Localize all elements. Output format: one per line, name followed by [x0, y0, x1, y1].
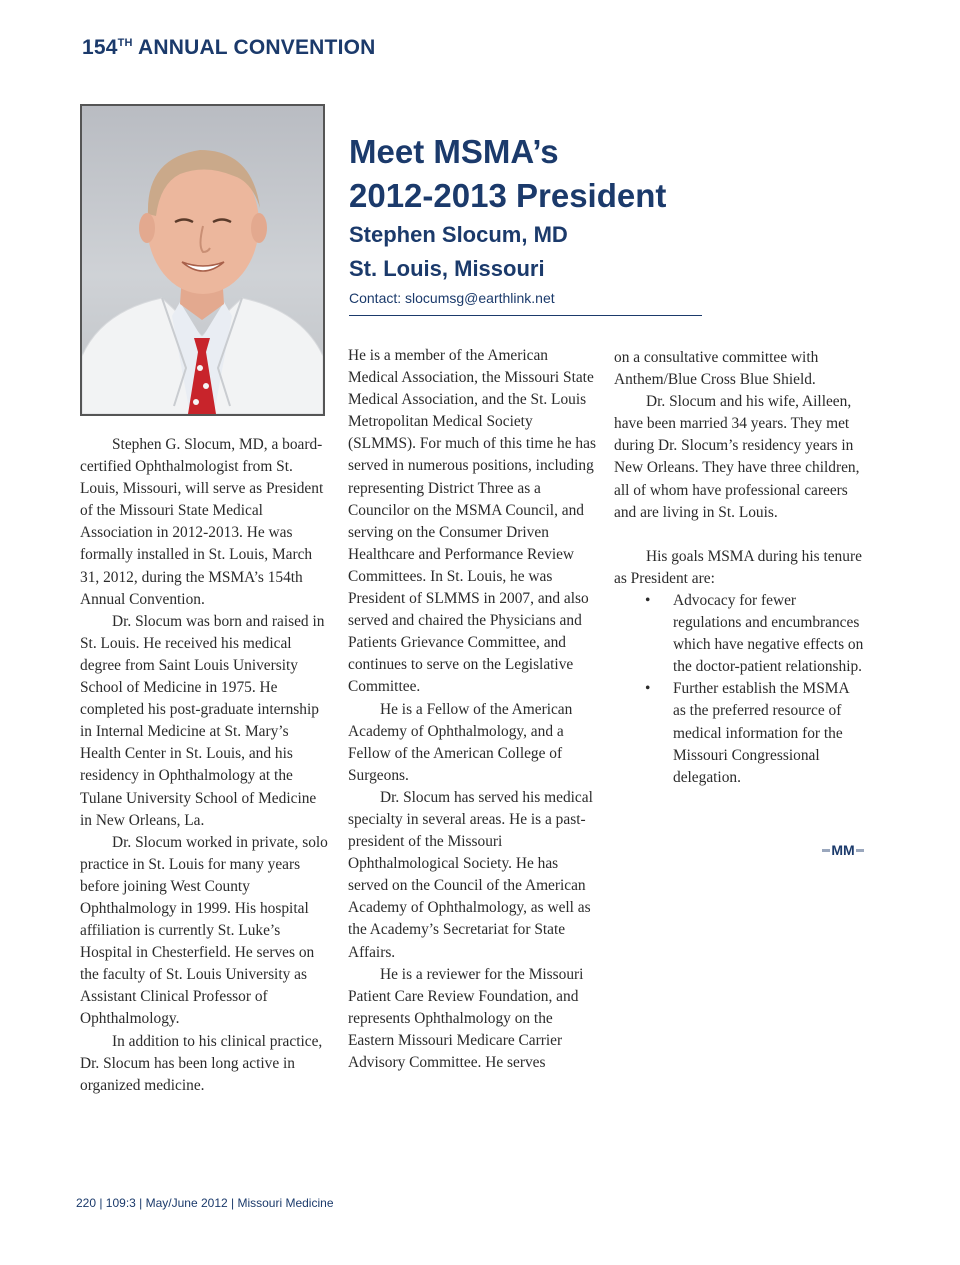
- col3-goals-intro: His goals MSMA during his tenure as President are:: [614, 547, 862, 587]
- col2-paragraph: He is a member of the American Medical Association, the Missouri State Medical Association, and the St. Louis Metropolitan Medical Society (SLMMS). For much of this time he has served in numerous positions, including representing District Three as a Councilor on the MSMA Council, and serving on the Consumer Driven Healthcare and Performance Review Committees. In St. Louis, he was President of SLMMS in 2007, and also served and chaired the Physicians and Patients Grievance Committee, and continues to serve on the Legislative Committee.: [348, 347, 596, 696]
- article-column-1: [80, 434, 328, 1097]
- bullet-icon: •: [645, 591, 651, 609]
- col3-family-paragraph: Dr. Slocum and his wife, Ailleen, have been married 34 years. They met during Dr. Slocum’s residency years in New Orleans. They have three children, all of whom have professional careers and are living in St. Louis.: [614, 393, 860, 521]
- end-mark-logo: [822, 841, 864, 859]
- end-mark-text: MM: [831, 842, 855, 858]
- goal-text: Further establish the MSMA as the preferred resource of medical information for the Missouri Congressional delegation.: [673, 680, 849, 786]
- bullet-icon: •: [645, 680, 651, 698]
- paragraph-gap: [614, 524, 864, 546]
- running-head-number: 154: [82, 36, 118, 59]
- running-head: [82, 36, 376, 60]
- contact-email: Contact: slocumsg@earthlink.net: [349, 290, 555, 306]
- goal-item: [614, 678, 864, 788]
- goal-item: [614, 590, 864, 678]
- col2-paragraph: He is a reviewer for the Missouri Patient Care Review Foundation, and represents Ophthalmology on the Eastern Missouri Medicare Carrier Advisory Committee. He serves: [348, 965, 584, 1071]
- col1-paragraph: In addition to his clinical practice, Dr. Slocum has been long active in organized medicine.: [80, 1032, 323, 1094]
- col1-paragraph: Stephen G. Slocum, MD, a board-certified Ophthalmologist from St. Louis, Missouri, will serve as President of the Missouri State Medical Association in 2012-2013. He was formally installed in St. Louis, March 31, 2012, during the MSMA’s 154th Annual Convention.: [80, 436, 324, 608]
- president-name: Stephen Slocum, MD: [349, 222, 568, 247]
- page-footer: 220 | 109:3 | May/June 2012 | Missouri Medicine: [76, 1196, 334, 1210]
- col3-continuation: on a consultative committee with Anthem/Blue Cross Blue Shield.: [614, 349, 819, 389]
- col1-paragraph: Dr. Slocum worked in private, solo practice in St. Louis for many years before joining West County Ophthalmology in 1999. His hospital affiliation is currently St. Luke’s Hospital in Chesterfield. He serves on the faculty of St. Louis University as Assistant Clinical Professor of Ophthalmology.: [80, 833, 328, 1028]
- title-divider: [349, 315, 702, 316]
- article-title-block: [349, 130, 709, 308]
- president-portrait: [80, 104, 325, 416]
- article-column-3: [614, 347, 864, 789]
- article-title-line-2: 2012-2013 President: [349, 177, 667, 214]
- goals-list: [614, 590, 864, 789]
- president-location: St. Louis, Missouri: [349, 256, 545, 281]
- running-head-text: ANNUAL CONVENTION: [137, 36, 376, 59]
- portrait-illustration: [82, 106, 323, 414]
- col1-paragraph: Dr. Slocum was born and raised in St. Louis. He received his medical degree from Saint Louis University School of Medicine in 1975. He completed his post-graduate internship in Internal Medicine at St. Mary’s Health Center in St. Louis, and his residency in Ophthalmology at the Tulane University School of Medicine in New Orleans, La.: [80, 612, 325, 829]
- running-head-superscript: TH: [117, 37, 133, 49]
- col2-paragraph: He is a Fellow of the American Academy of Ophthalmology, and a Fellow of the American College of Surgeons.: [348, 700, 573, 784]
- article-column-2: [348, 345, 602, 1074]
- article-title-line-1: Meet MSMA’s: [349, 133, 559, 170]
- col2-paragraph: Dr. Slocum has served his medical specialty in several areas. He is a past-president of the Missouri Ophthalmological Society. He has served on the Council of the American Academy of Ophthalmology, as well as the Academy’s Secretariat for State Affairs.: [348, 788, 593, 961]
- goal-text: Advocacy for fewer regulations and encumbrances which have negative effects on the doctor-patient relationship.: [673, 591, 864, 676]
